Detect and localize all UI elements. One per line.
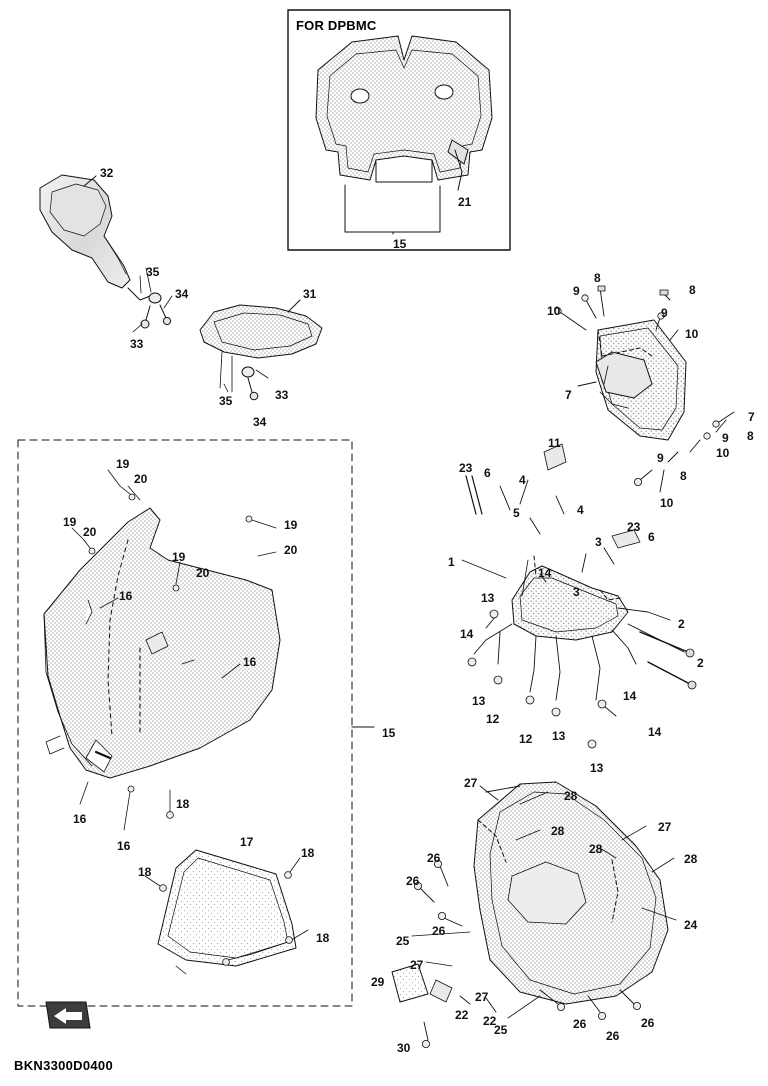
callout-number: 6 (648, 530, 655, 544)
callout-number: 18 (316, 931, 330, 945)
callout-number: 12 (486, 712, 500, 726)
callout-number: 27 (464, 776, 478, 790)
callout-number: 4 (577, 503, 584, 517)
callout-number: 8 (689, 283, 696, 297)
callout-number: 19 (116, 457, 130, 471)
callout-number: 19 (63, 515, 77, 529)
callout-number: 20 (284, 543, 298, 557)
callout-number: 28 (589, 842, 603, 856)
callout-number: 29 (371, 975, 385, 989)
callout-number: 3 (595, 535, 602, 549)
callout-number: 34 (175, 287, 189, 301)
callout-number: 27 (658, 820, 672, 834)
callout-number: 17 (240, 835, 254, 849)
callout-number: 2 (678, 617, 685, 631)
callout-number: 33 (275, 388, 289, 402)
callout-number: 12 (519, 732, 533, 746)
callout-number: 13 (552, 729, 566, 743)
callout-number: 1 (448, 555, 455, 569)
callout-number: 20 (83, 525, 97, 539)
callout-number: 32 (100, 166, 114, 180)
callout-number: 6 (484, 466, 491, 480)
callout-number: 25 (396, 934, 410, 948)
callout-number: 20 (196, 566, 210, 580)
callout-number: 8 (747, 429, 754, 443)
callout-number: 35 (219, 394, 233, 408)
callout-number: 14 (623, 689, 637, 703)
callout-number: 27 (475, 990, 489, 1004)
callout-number: 27 (410, 958, 424, 972)
callout-number: 9 (722, 431, 729, 445)
callout-number: 9 (573, 284, 580, 298)
callout-number: 16 (243, 655, 257, 669)
callout-number: 13 (590, 761, 604, 775)
callout-number: 16 (117, 839, 131, 853)
callout-number: 19 (172, 550, 186, 564)
callout-number: 34 (253, 415, 267, 429)
callout-number: 18 (176, 797, 190, 811)
callout-number: 28 (551, 824, 565, 838)
callout-number: 28 (564, 789, 578, 803)
callout-number: 3 (573, 585, 580, 599)
callout-number: 10 (547, 304, 561, 318)
callout-number: 13 (472, 694, 486, 708)
fwd-marker (46, 1002, 90, 1028)
callout-number: 33 (130, 337, 144, 351)
callout-number: 2 (697, 656, 704, 670)
callout-number: 9 (657, 451, 664, 465)
callout-number: 24 (684, 918, 698, 932)
callout-number: 26 (406, 874, 420, 888)
callout-number: 14 (460, 627, 474, 641)
callout-number: 8 (680, 469, 687, 483)
callout-number: 26 (641, 1016, 655, 1030)
callout-number: 18 (138, 865, 152, 879)
callout-number: 23 (459, 461, 473, 475)
callout-number: 26 (573, 1017, 587, 1031)
callout-number: 18 (301, 846, 315, 860)
callout-number: 26 (606, 1029, 620, 1043)
callout-number: 23 (627, 520, 641, 534)
callout-number: 19 (284, 518, 298, 532)
callout-number: 7 (565, 388, 572, 402)
callout-number: 5 (513, 506, 520, 520)
callout-number: 10 (660, 496, 674, 510)
callout-number: 35 (146, 265, 160, 279)
callout-number: 10 (685, 327, 699, 341)
callout-number: 16 (73, 812, 87, 826)
callout-number: 13 (481, 591, 495, 605)
callout-number: 20 (134, 472, 148, 486)
callout-number: 4 (519, 473, 526, 487)
callout-number: 14 (538, 566, 552, 580)
callout-number: 15 (393, 237, 407, 251)
callout-number: 22 (483, 1014, 497, 1028)
callout-number: 9 (661, 306, 668, 320)
callout-number: 25 (494, 1023, 508, 1037)
callout-number: 16 (119, 589, 133, 603)
callout-number: 26 (432, 924, 446, 938)
inset-title: FOR DPBMC (296, 18, 377, 33)
callout-number: 28 (684, 852, 698, 866)
callout-number: 22 (455, 1008, 469, 1022)
callout-number: 11 (548, 436, 561, 450)
callout-number: 8 (594, 271, 601, 285)
callout-number: 10 (716, 446, 730, 460)
callout-number: 15 (382, 726, 396, 740)
callout-number: 30 (397, 1041, 411, 1055)
callout-number: 31 (303, 287, 317, 301)
callout-number: 26 (427, 851, 441, 865)
callout-number: 7 (748, 410, 755, 424)
callout-number: 21 (458, 195, 472, 209)
callout-number: 14 (648, 725, 662, 739)
diagram-part-number: BKN3300D0400 (14, 1058, 113, 1073)
